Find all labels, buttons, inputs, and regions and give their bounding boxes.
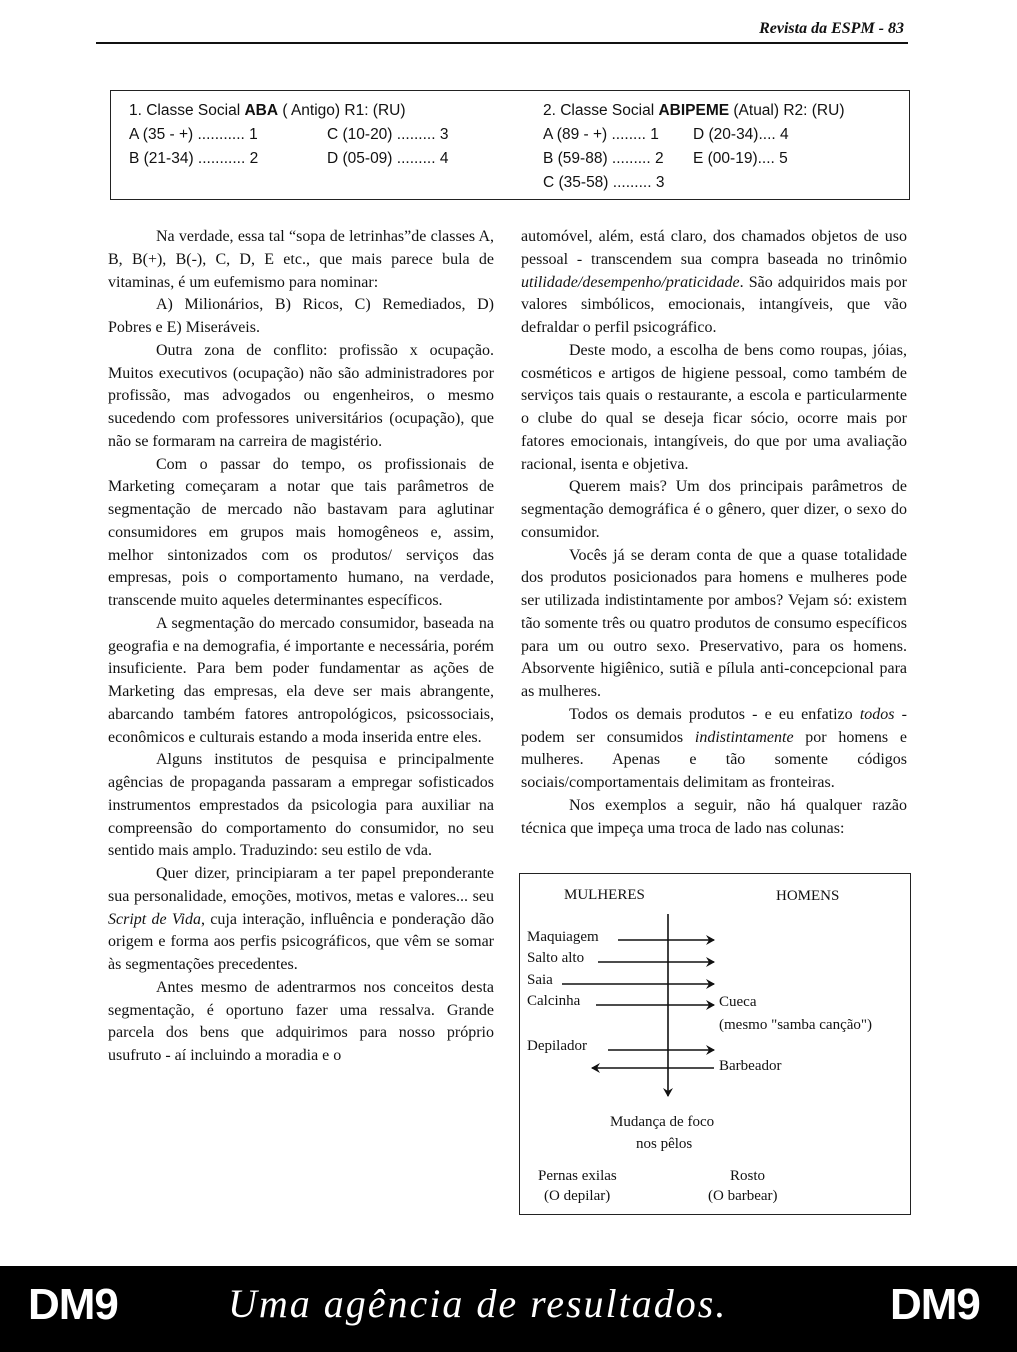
aba-row: [129, 147, 448, 171]
abipeme-row: [543, 171, 844, 195]
focus-change-line2: nos pêlos: [636, 1136, 693, 1152]
paragraph: automóvel, além, está claro, dos chamados objetos de uso pessoal - transcendem sua compra baseada no trinômio utilidade/desempenho/praticidade. São adquiridos mais por valores simbólicos, emocionais, intangíveis, que vão defraldar o perfil psicográfico.: [521, 228, 907, 336]
paragraph: Nos exemplos a seguir, não há qualquer razão técnica que impeça uma troca de lado nas colunas:: [521, 796, 907, 837]
paragraph: Querem mais? Um dos principais parâmetros de segmentação demográfica é o gênero, quer dizer, o sexo do consumidor.: [521, 478, 907, 541]
paragraph: Com o passar do tempo, os profissionais de Marketing começaram a notar que tais parâmetros de segmentação de mercado não bastavam para aglutinar consumidores em grupos mais homogêneos e, assim, melhor sintonizados com os produtos/ serviços das empresas, pois o comportamento humano, na verdade, transcende muito aqueles determinantes específicos.: [108, 455, 494, 609]
paragraph: A) Milionários, B) Ricos, C) Remediados, D) Pobres e E) Miseráveis.: [108, 296, 494, 336]
item-saia: Saia: [527, 972, 553, 988]
legs-sublabel: (O depilar): [544, 1188, 611, 1204]
aba-cell: B (21-34) ........... 2: [129, 150, 259, 167]
abipeme-cell: C (35-58) ......... 3: [543, 174, 665, 191]
item-cueca-note: (mesmo "samba canção"): [719, 1017, 873, 1033]
paragraph: A segmentação do mercado consumidor, baseada na geografia e na demografia, é importante e necessária, porém insuficiente. Para bem poder fundamentar as ações de Marketing das empresas, ela deve ser mais abrangente, abarcando também fatores antropológicos, psicossociais, econômicos e culturais estando a moda inserida entre eles.: [108, 614, 494, 746]
abipeme-cell: B (59-88) ......... 2: [543, 150, 664, 167]
abipeme-title: [543, 99, 844, 123]
aba-cell: C (10-20) ......... 3: [327, 126, 449, 143]
aba-title: [129, 99, 448, 123]
paragraph: Deste modo, a escolha de bens como roupas, jóias, cosméticos e artigos de higiene pessoal, como também de serviços tais quais o restaurante, a escola e particularmente o clube do qual se deseja ficar sócio, ocorre mais por fatores emocionais, intangíveis, do que por uma avaliação racional, isenta e objetiva.: [521, 341, 907, 473]
ad-slogan: Uma agência de resultados.: [228, 1281, 728, 1326]
aba-cell: A (35 - +) ........... 1: [129, 126, 258, 143]
item-calcinha: Calcinha: [527, 993, 581, 1009]
abipeme-cell: D (20-34).... 4: [693, 126, 789, 143]
abipeme-cell: A (89 - +) ........ 1: [543, 126, 659, 143]
aba-row: [129, 123, 448, 147]
social-class-box: [110, 90, 910, 200]
paragraph: Antes mesmo de adentrarmos nos conceitos desta segmentação, é oportuno fazer uma ressalva. Grande parcela dos bens que adquirimos para nosso próprio usufruto - aí incluindo a moradia e o: [108, 978, 494, 1064]
dm9-ad-banner: [0, 1266, 1017, 1352]
men-column-header: HOMENS: [776, 888, 840, 904]
paragraph: Vocês já se deram conta de que a quase totalidade dos produtos posicionados para homens e mulheres pode ser utilizada indistintamente por ambos? Vejam só: existem tão somente três ou quatro produtos de consumo específicos para um ou outro sexo. Preservativo, para os homens. Absorvente higiênico, sutiã e pílula anti-concepcional para as mulheres.: [521, 546, 907, 700]
legs-label: Pernas exilas: [538, 1168, 617, 1184]
dm9-logo-right: DM9: [890, 1280, 980, 1329]
abipeme-cell: E (00-19).... 5: [693, 150, 788, 167]
face-sublabel: (O barbear): [708, 1188, 778, 1204]
item-barbeador: Barbeador: [719, 1058, 782, 1074]
paragraph: Todos os demais produtos - e eu enfatizo todos - podem ser consumidos indistintamente por homens e mulheres. Apenas e tão somente códigos sociais/comportamentais delimitam as fronteiras.: [521, 705, 908, 791]
abipeme-title-bold: ABIPEME: [658, 102, 730, 119]
paragraph: Alguns institutos de pesquisa e principalmente agências de propaganda passaram a empregar sofisticados instrumentos emprestados da psicologia para auxiliar na compreensão do comportamento do consumidor, no seu sentido mais amplo. Traduzindo: seu estilo de vda.: [108, 751, 494, 860]
running-head: Revista da ESPM - 83: [759, 20, 904, 37]
face-label: Rosto: [730, 1168, 766, 1184]
aba-cell: D (05-09) ......... 4: [327, 150, 449, 167]
aba-title-bold: ABA: [244, 102, 279, 119]
aba-class-table: [129, 99, 448, 171]
paragraph: Quer dizer, principiaram a ter papel preponderante sua personalidade, emoções, motivos, metas e valores... seu Script de Vida, cuja interação, influência e ponderação dão origem e forma aos perfis psicográficos, que vêm se somar às segmentações precedentes.: [108, 865, 494, 973]
abipeme-row: [543, 123, 844, 147]
abipeme-row: [543, 147, 844, 171]
item-maquiagem: Maquiagem: [527, 929, 599, 945]
item-cueca: Cueca: [719, 994, 757, 1010]
women-column-header: MULHERES: [564, 887, 645, 903]
abipeme-class-table: [543, 99, 844, 195]
abipeme-title-prefix: 2. Classe Social: [543, 102, 659, 119]
paragraph: Outra zona de conflito: profissão x ocupação. Muitos executivos (ocupação) não são administradores por profissão, mas advogados ou engenheiros, o mesmo sucedendo com professores universitários (ocupação), que não se formaram na carreira de magistério.: [108, 341, 494, 450]
focus-change-line1: Mudança de foco: [610, 1114, 715, 1130]
header-rule: [96, 42, 908, 44]
gender-products-diagram: [519, 873, 911, 1215]
paragraph: Na verdade, essa tal “sopa de letrinhas”de classes A, B, B(+), B(-), C, D, E etc., que mais parece bula de vitaminas, é um eufemismo para nominar:: [108, 228, 494, 291]
right-text-column: [521, 226, 907, 840]
dm9-logo-left: DM9: [28, 1280, 118, 1329]
item-depilador: Depilador: [527, 1038, 587, 1054]
left-text-column: [108, 226, 494, 1068]
aba-title-suffix: ( Antigo) R1: (RU): [278, 102, 406, 119]
aba-title-prefix: 1. Classe Social: [129, 102, 245, 119]
abipeme-title-suffix: (Atual) R2: (RU): [729, 102, 845, 119]
item-salto-alto: Salto alto: [527, 950, 585, 966]
